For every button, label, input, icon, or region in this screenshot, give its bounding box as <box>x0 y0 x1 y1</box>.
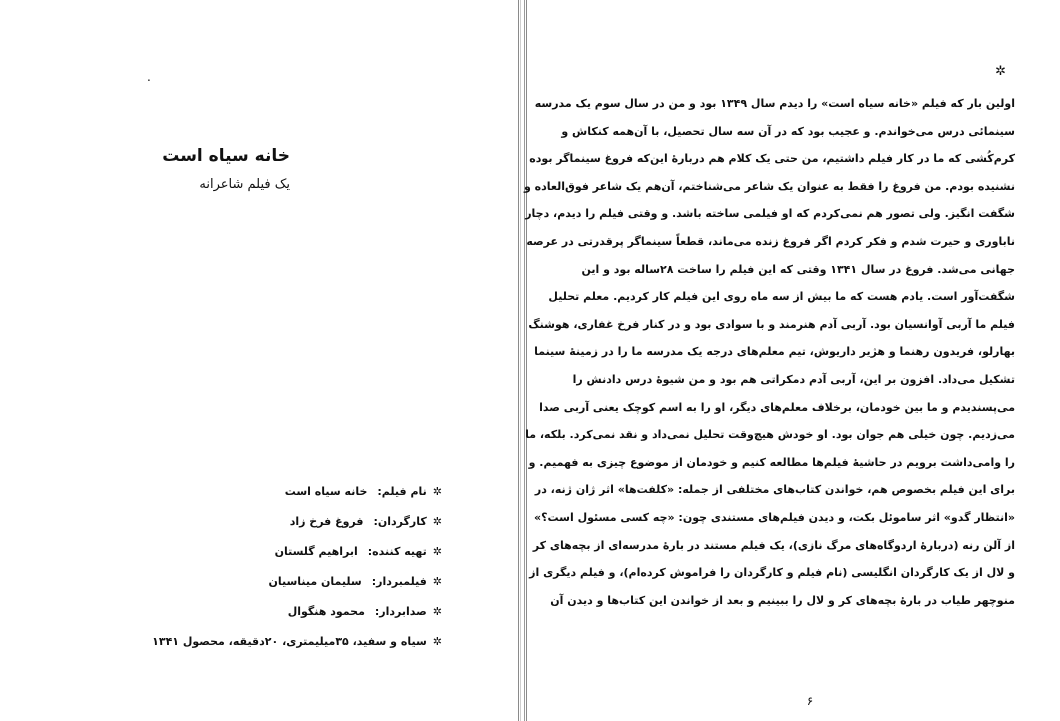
credit-item <box>190 537 442 567</box>
credit-label: کارگردان: <box>373 515 427 528</box>
stray-dot: . <box>147 70 151 84</box>
left-page <box>0 0 518 721</box>
credit-value: ابراهیم گلستان <box>274 545 358 558</box>
text-line: از آلن رنه (دربارهٔ اردوگاه‌های مرگ نازی)، یک فیلم مستند در بارهٔ مدرسه‌ای از بچه‌های کر <box>532 538 1015 552</box>
credit-label: صدابردار: <box>374 605 427 618</box>
text-line: جهانی می‌شد. فروغ در سال ۱۳۴۱ وقتی که این فیلم را ساخت ۲۸ساله بود و این <box>581 262 1015 276</box>
star-icon: ✲ <box>432 515 442 528</box>
star-icon: ✲ <box>432 575 442 588</box>
gutter-divider <box>518 0 519 721</box>
text-line: شگفت انگیز. ولی تصور هم نمی‌کردم که او فیلمی ساخته باشد. و وقتی فیلم را دیدم، دچار <box>525 207 1015 221</box>
credit-value: خانه سیاه است <box>284 485 368 498</box>
credit-item <box>190 477 442 507</box>
credit-item <box>190 597 442 627</box>
text-line: و لال از یک کارگردان انگلیسی (نام فیلم و کارگردان را فراموش کرده‌ام)، و فیلم دیگری از <box>529 566 1015 580</box>
text-line: می‌پسندیدم و ما بین خودمان، برخلاف معلم‌های دیگر، او را به اسم کوچک یعنی آربی صدا <box>539 400 1015 414</box>
text-line: ناباوری و حیرت شدم و فکر کردم اگر فروغ زنده می‌ماند، قطعاً سینماگر پرقدرتی در عرصه <box>526 234 1015 248</box>
text-line: می‌زدیم. چون خیلی هم جوان بود. او خودش هیچ‌وقت تحلیل نمی‌داد و نقد نمی‌کرد. بلکه، ما <box>525 428 1015 442</box>
text-line: تشکیل می‌داد. افزون بر این، آربی آدم دمکراتی هم بود و من شیوهٔ درس دادنش را <box>572 372 1015 386</box>
text-line: را وامی‌داشت برویم در حاشیهٔ فیلم‌ها مطالعه کنیم و خودمان از موضوع چیزی به فهمیم. و <box>528 455 1015 469</box>
text-line: منوچهر طیاب در بارهٔ بچه‌های کر و لال را ببینیم و بعد از خواندن این کتاب‌ها و دیدن آن <box>550 593 1015 607</box>
credit-item <box>152 627 442 657</box>
text-line: «انتظار گدو» اثر ساموئل بکت، و دیدن فیلم‌های مستندی چون: «چه کسی مسئول است؟» <box>534 510 1015 524</box>
star-icon: ✲ <box>432 545 442 558</box>
title-block <box>120 140 290 198</box>
credit-value: محمود هنگوال <box>287 605 365 618</box>
credits-list <box>152 477 442 657</box>
credit-value: سلیمان میناسیان <box>268 575 362 588</box>
text-line: برای این فیلم بخصوص هم، خواندن کتاب‌های مختلفی از جمله: «کلفت‌ها» اثر ژان ژنه، در <box>534 483 1015 497</box>
text-line: اولین بار که فیلم «خانه سیاه است» را دیدم سال ۱۳۴۹ بود و من در سال سوم یک مدرسه <box>534 97 1015 110</box>
credit-label: تهیه کننده: <box>367 545 427 558</box>
star-icon: ✲ <box>432 485 442 498</box>
page-subtitle: یک فیلم شاعرانه <box>199 177 290 192</box>
page-number: ۶ <box>806 694 814 708</box>
credit-value: فروغ فرخ زاد <box>289 515 364 528</box>
text-line: سینمائی درس می‌خواندم. و عجیب بود که در آن سه سال تحصیل، با آن‌همه کنکاش و <box>561 124 1015 138</box>
section-star-icon: ✲ <box>995 64 1006 79</box>
credit-item <box>190 567 442 597</box>
credit-value: سیاه و سفید، ۳۵میلیمتری، ۲۰دقیقه، محصول ۱۳۴۱ <box>152 635 427 648</box>
credit-item <box>190 507 442 537</box>
credit-label: نام فیلم: <box>377 485 427 498</box>
star-icon: ✲ <box>432 635 442 648</box>
text-line: بهارلو، فریدون رهنما و هژیر داریوش، تیم معلم‌های درجه یک مدرسه ما را در زمینهٔ سینما <box>534 345 1015 359</box>
text-line: نشنیده بودم. من فروغ را فقط به عنوان یک شاعر می‌شناختم، آن‌هم یک شاعر فوق‌العاده و <box>523 179 1015 193</box>
gutter-divider <box>524 0 525 721</box>
star-icon: ✲ <box>432 605 442 618</box>
text-line: شگفت‌آور است. یادم هست که ما بیش از سه ماه روی این فیلم کار کردیم. معلم تحلیل <box>548 290 1015 304</box>
page-title: خانه سیاه است <box>162 146 290 166</box>
text-line: فیلم ما آربی آوانسیان بود. آربی آدم هنرمند و با سوادی بود و در کنار فرخ غفاری، هوشنگ <box>528 317 1015 331</box>
body-text <box>523 90 1015 614</box>
text-line: کرم‌کُشی که ما در کار فیلم داشتیم، من حتی یک کلام هم دربارهٔ این‌که فروغ سینماگر بوده <box>529 152 1015 166</box>
gutter-divider <box>520 0 521 721</box>
credit-label: فیلمبردار: <box>371 575 427 588</box>
